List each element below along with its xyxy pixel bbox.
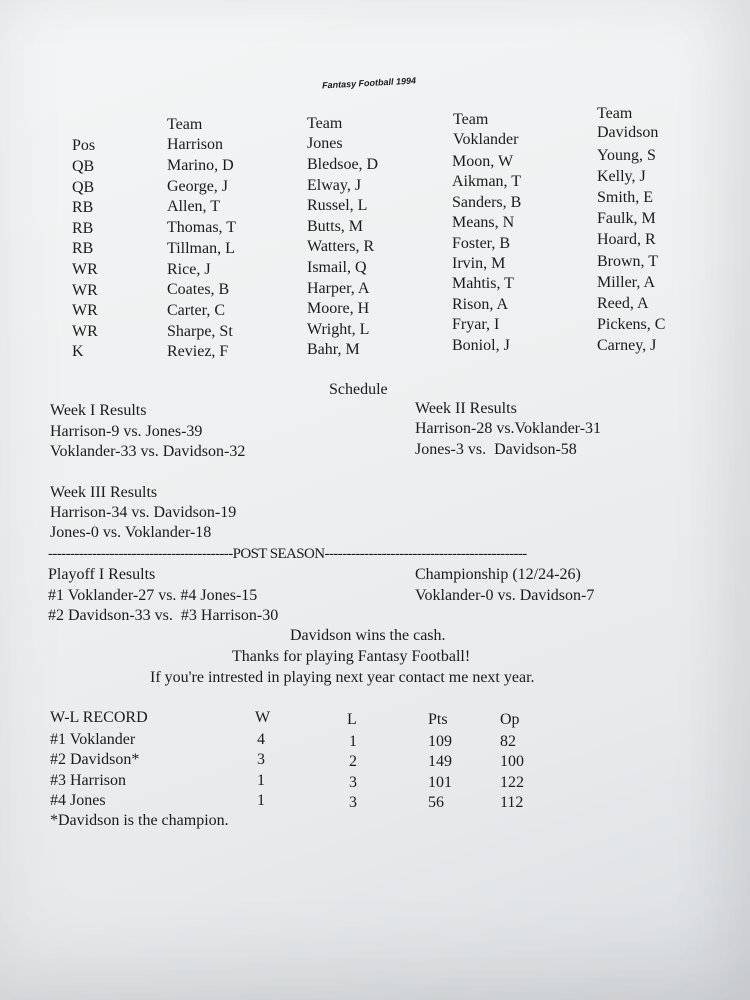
roster-player: Elway, J: [307, 176, 362, 194]
record-value: 4: [257, 731, 265, 748]
record-team: #4 Jones: [50, 792, 106, 810]
team-word-1: Team: [167, 116, 203, 133]
record-value: 2: [349, 753, 357, 771]
roster-pos: WR: [72, 302, 98, 320]
roster-player: Marino, D: [167, 157, 234, 174]
record-header-op: Op: [500, 711, 520, 728]
roster-player: Bledsoe, D: [307, 156, 379, 173]
roster-pos: QB: [72, 178, 95, 196]
record-value: 56: [428, 794, 444, 812]
playoff-game-2: #2 Davidson-33 vs. #3 Harrison-30: [48, 607, 279, 624]
roster-player: Wright, L: [307, 320, 370, 338]
post-season-divider: ------------------------------------------POST SEASON----------------------------------------------: [48, 546, 527, 562]
week2-title: Week II Results: [415, 400, 517, 417]
roster-player: Smith, E: [597, 189, 654, 207]
playoff-title: Playoff I Results: [48, 566, 156, 583]
roster-player: Watters, R: [307, 238, 375, 256]
week3-game-1: Harrison-34 vs. Davidson-19: [50, 504, 237, 521]
roster-player: Young, S: [597, 147, 656, 164]
closing-line-3: If you're intrested in playing next year contact me next year.: [150, 669, 535, 686]
week3-game-2: Jones-0 vs. Voklander-18: [50, 524, 212, 541]
record-header-l: L: [347, 711, 357, 728]
roster-player: Reed, A: [597, 294, 649, 312]
roster-player: Rison, A: [452, 295, 509, 313]
record-value: 1: [349, 733, 357, 750]
team-name-2: Jones: [307, 135, 343, 152]
team-word-3: Team: [453, 111, 489, 128]
roster-player: Kelly, J: [597, 168, 646, 186]
roster-player: Irvin, M: [452, 255, 506, 272]
record-header-pts: Pts: [428, 711, 448, 728]
roster-pos: QB: [72, 158, 95, 175]
record-value: 122: [500, 773, 524, 791]
roster-player: Means, N: [452, 214, 515, 232]
roster-player: Moon, W: [452, 153, 514, 170]
team-name-4: Davidson: [597, 124, 659, 141]
record-value: 3: [349, 773, 357, 791]
roster-pos: WR: [72, 322, 98, 340]
roster-player: Russel, L: [307, 197, 368, 215]
week1-title: Week I Results: [50, 402, 147, 419]
record-value: 112: [500, 794, 524, 812]
week3-title: Week III Results: [50, 484, 158, 501]
closing-line-2: Thanks for playing Fantasy Football!: [232, 648, 471, 665]
roster-player: Pickens, C: [597, 315, 666, 333]
roster-player: Harper, A: [307, 279, 370, 297]
closing-line-1: Davidson wins the cash.: [290, 627, 446, 644]
record-header-w: W: [255, 709, 271, 726]
roster-player: Miller, A: [597, 273, 656, 291]
record-header-team: W-L RECORD: [50, 709, 148, 726]
week1-game-1: Harrison-9 vs. Jones-39: [50, 423, 203, 440]
roster-player: Sanders, B: [452, 193, 522, 211]
pos-header: Pos: [72, 137, 96, 154]
roster-player: Sharpe, St: [167, 322, 233, 340]
record-team: #2 Davidson*: [50, 751, 140, 769]
roster-pos: RB: [72, 219, 94, 237]
team-word-2: Team: [307, 115, 343, 132]
championship-title: Championship (12/24-26): [415, 566, 581, 583]
roster-player: Reviez, F: [167, 343, 229, 361]
record-value: 101: [428, 773, 452, 791]
roster-player: Ismail, Q: [307, 259, 367, 276]
record-footnote: *Davidson is the champion.: [50, 812, 229, 829]
record-value: 3: [257, 751, 265, 769]
team-name-1: Harrison: [167, 136, 223, 153]
roster-player: Fryar, I: [452, 316, 500, 334]
record-value: 100: [500, 753, 524, 771]
roster-player: Rice, J: [167, 260, 211, 278]
roster-player: Bahr, M: [307, 341, 360, 359]
roster-player: Faulk, M: [597, 210, 656, 228]
roster-player: Foster, B: [452, 234, 511, 252]
document-title: Fantasy Football 1994: [321, 75, 417, 91]
roster-pos: RB: [72, 240, 94, 258]
roster-player: Butts, M: [307, 217, 364, 235]
roster-player: Carter, C: [167, 301, 226, 319]
roster-player: Thomas, T: [167, 219, 237, 237]
record-value: 82: [500, 733, 516, 750]
week2-game-2: Jones-3 vs. Davidson-58: [415, 441, 577, 458]
week1-game-2: Voklander-33 vs. Davidson-32: [50, 443, 246, 460]
record-value: 149: [428, 753, 452, 771]
week2-game-1: Harrison-28 vs.Voklander-31: [415, 420, 602, 437]
roster-player: Hoard, R: [597, 231, 656, 249]
playoff-game-1: #1 Voklander-27 vs. #4 Jones-15: [48, 587, 258, 604]
roster-player: Carney, J: [597, 336, 657, 354]
record-value: 1: [257, 771, 265, 789]
roster-player: Boniol, J: [452, 336, 510, 354]
roster-player: Aikman, T: [452, 173, 522, 191]
roster-pos: WR: [72, 281, 98, 299]
record-value: 1: [257, 792, 265, 810]
roster-player: Allen, T: [167, 198, 221, 216]
roster-player: George, J: [167, 177, 229, 195]
record-value: 3: [349, 794, 357, 812]
team-name-3: Voklander: [453, 131, 519, 148]
roster-player: Brown, T: [597, 252, 659, 270]
team-word-4: Team: [597, 105, 633, 122]
roster-pos: RB: [72, 199, 94, 217]
roster-player: Coates, B: [167, 281, 230, 299]
roster-player: Tillman, L: [167, 239, 235, 257]
championship-game: Voklander-0 vs. Davidson-7: [415, 587, 595, 604]
roster-player: Moore, H: [307, 300, 370, 318]
roster-pos: K: [72, 343, 84, 361]
roster-player: Mahtis, T: [452, 275, 514, 293]
schedule-heading: Schedule: [329, 381, 388, 398]
record-value: 109: [428, 733, 452, 750]
record-team: #3 Harrison: [50, 771, 126, 789]
roster-pos: WR: [72, 261, 98, 278]
record-team: #1 Voklander: [50, 731, 136, 748]
